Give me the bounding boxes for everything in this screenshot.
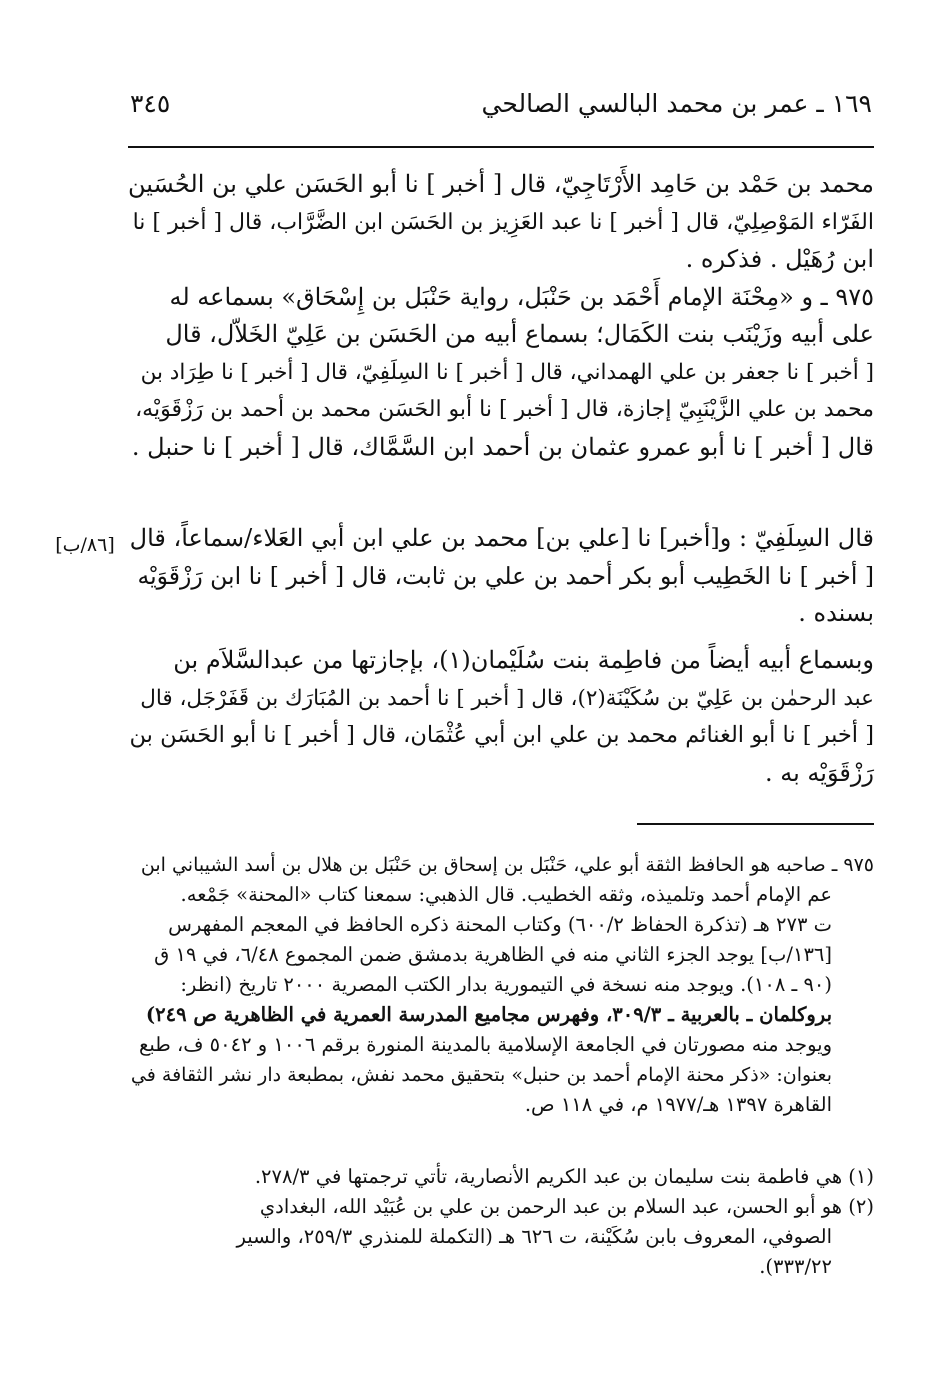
footnote-975 [128, 850, 874, 1120]
main-text-block-2 [128, 520, 874, 633]
footnote-line: الصوفي، المعروف بابن سُكَيْنة، ت ٦٢٦ هـ (التكملة للمنذري ٢٥٩/٣، والسير [236, 1225, 832, 1248]
text-line: ابن رُهَيْل . فذكره . [685, 245, 874, 273]
text-line: الفَرّاء المَوْصِلِيّ، قال [ أخبر ] نا عبد العَزِيز بن الحَسَن ابن الضَّرَّاب، قال [ أخبر ] نا [132, 209, 874, 235]
footnote-line: ت ٢٧٣ هـ (تذكرة الحفاظ ٦٠٠/٢) وكتاب المحنة ذكره الحافظ في المعجم المفهرس [168, 913, 832, 936]
footnote-line: (٢) هو أبو الحسن، عبد السلام بن عبد الرحمن بن علي بن عُبَيْد الله، البغدادي [259, 1195, 874, 1218]
entry-975-heading: ٩٧٥ ـ و «مِحْنَة الإمام أَحْمَد بن حَنْبَل، رواية حَنْبَل بن إِسْحَاق» بسماعه له [169, 282, 874, 311]
footnote-line: ٩٧٥ ـ صاحبه هو الحافظ الثقة أبو علي، حَنْبَل بن إسحاق بن حَنْبَل بن هلال بن أسد الشيباني ابن [140, 854, 874, 876]
text-line: [ أخبر ] نا جعفر بن علي الهمداني، قال [ أخبر ] نا السِلَفِيّ، قال [ أخبر ] نا طِرَاد بن [140, 359, 874, 385]
footnote-2 [128, 1192, 874, 1282]
footnote-line: بروكلمان ـ بالعربية ـ ٣٠٩/٣، وفهرس مجاميع المدرسة العمرية في الظاهرية ص ٢٤٩) [145, 1003, 832, 1026]
margin-folio-note: [٨٦/ب] [55, 534, 115, 556]
footnote-line: بعنوان: «ذكر محنة الإمام أحمد بن حنبل» بتحقيق محمد نفش، بمطبعة دار نشر الثقافة في [130, 1064, 832, 1086]
main-text-block-3 [128, 642, 874, 792]
footnote-line: عم الإمام أحمد وتلميذه، وثقه الخطيب. قال الذهبي: سمعنا كتاب «المحنة» جَمْعه. [180, 883, 832, 906]
footnote-line: (٩٠ ـ ١٠٨). ويوجد منه نسخة في التيمورية بدار الكتب المصرية ٢٠٠٠ تاريخ (انظر: [180, 973, 832, 996]
text-line: عبد الرحمٰن بن عَلِيّ بن سُكَيْنَة(٢)، قال [ أخبر ] نا أحمد بن المُبَارَك بن قَفَرْجَل، قال [140, 685, 874, 711]
text-line: بسنده . [798, 599, 874, 627]
footnote-line: [١٣٦/ب] يوجد الجزء الثاني منه في الظاهرية بدمشق ضمن المجموع ٦/٤٨، في ١٩ ق [154, 943, 832, 966]
text-line: [ أخبر ] نا أبو الغنائم محمد بن علي ابن أبي عُثْمَان، قال [ أخبر ] نا أبو الحَسَن بن [129, 722, 874, 748]
text-line: وبسماع أبيه أيضاً من فاطِمة بنت سُلَيْمان(١)، بإجازتها من عبدالسَّلاَم بن [173, 646, 874, 674]
text-line: [ أخبر ] نا الخَطِيب أبو بكر أحمد بن علي بن ثابت، قال [ أخبر ] نا ابن رَزْقَوَيْه [137, 561, 874, 590]
footnote-1 [128, 1162, 874, 1192]
page-number: ٣٤٥ [130, 89, 171, 118]
text-line: رَزْقَوَيْه به . [764, 758, 874, 787]
text-line: على أبيه وزَيْنَب بنت الكَمَال؛ بسماع أبيه من الحَسَن بن عَلِيّ الخَلاّل، قال [165, 320, 874, 348]
footnote-line: القاهرة ١٣٩٧ هـ/١٩٧٧ م، في ١١٨ ص. [524, 1093, 832, 1116]
footnote-line: (١) هي فاطمة بنت سليمان بن عبد الكريم الأنصارية، تأتي ترجمتها في ٢٧٨/٣. [254, 1165, 874, 1188]
footnote-separator [637, 823, 874, 825]
running-title: ١٦٩ ـ عمر بن محمد البالسي الصالحي [481, 89, 872, 118]
page-header [130, 86, 872, 126]
text-line: محمد بن علي الزَّيْنَبِيّ إجازة، قال [ أخبر ] نا أبو الحَسَن محمد بن أحمد بن رَزْقَوَيْه، [135, 397, 874, 422]
text-line: محمد بن حَمْد بن حَامِد الأَرْتَاجِيّ، قال [ أخبر ] نا أبو الحَسَن علي بن الحُسَين [127, 170, 874, 198]
footnote-line: ويوجد منه مصورتان في الجامعة الإسلامية بالمدينة المنورة برقم ١٠٠٦ و ٥٠٤٢ ف، طبع [138, 1033, 832, 1056]
text-line: قال السِلَفِيّ : و[أخبر] نا [علي بن] محمد بن علي ابن أبي العَلاء/سماعاً، قال [129, 524, 874, 552]
header-rule [128, 146, 874, 148]
footnote-line: ٣٣٣/٢٢). [759, 1255, 832, 1278]
main-text-block-1 [128, 166, 874, 466]
text-line: قال [ أخبر ] نا أبو عمرو عثمان بن أحمد ابن السَّمَّاك، قال [ أخبر ] نا حنبل . [131, 432, 874, 461]
